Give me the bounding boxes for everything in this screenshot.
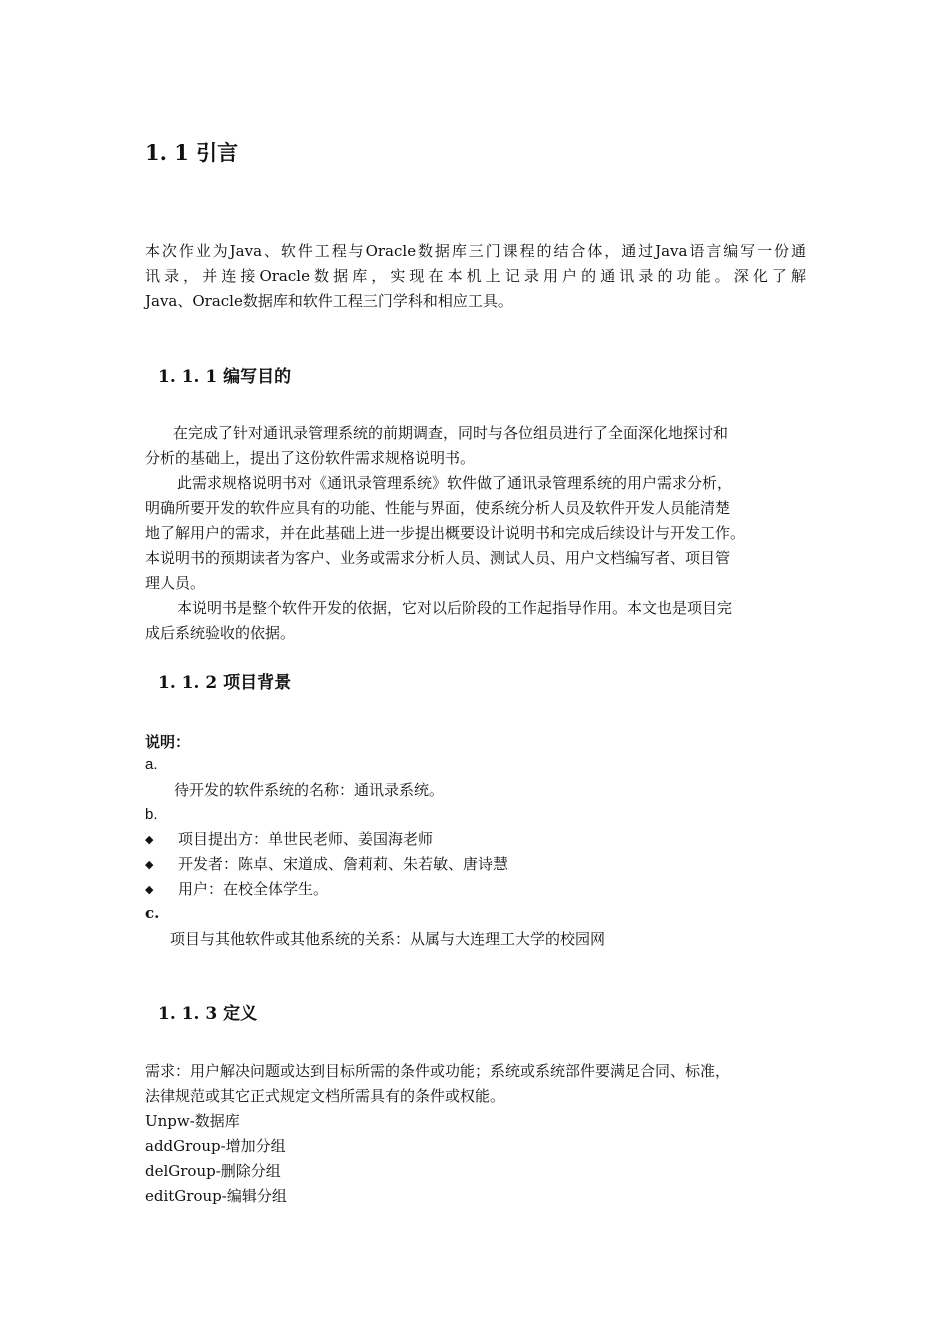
bullet-item-3: 用户：在校全体学生。	[178, 880, 329, 898]
purpose-line-8: 本说明书是整个软件开发的依据，它对以后阶段的工作起指导作用。本文也是项目完	[177, 599, 733, 617]
item-a-marker: a.	[145, 756, 158, 773]
definition-line-3: Unpw-数据库	[145, 1112, 240, 1130]
item-c-marker: c.	[145, 904, 160, 922]
definition-line-1: 需求：用户解决问题或达到目标所需的条件或功能；系统或系统部件要满足合同、标准，	[145, 1062, 731, 1080]
purpose-line-9: 成后系统验收的依据。	[145, 624, 296, 642]
bullet-item-2: 开发者：陈卓、宋道成、詹莉莉、朱若敏、唐诗慧	[178, 855, 509, 873]
definition-line-6: editGroup-编辑分组	[145, 1187, 287, 1205]
purpose-line-2: 分析的基础上，提出了这份软件需求规格说明书。	[145, 449, 476, 467]
purpose-line-5: 地了解用户的需求，并在此基础上进一步提出概要设计说明书和完成后续设计与开发工作。	[145, 524, 746, 542]
bullet-item-1: 项目提出方：单世民老师、姜国海老师	[178, 830, 434, 848]
item-b-marker: b.	[145, 806, 158, 823]
item-a-text: 待开发的软件系统的名称：通讯录系统。	[174, 781, 445, 799]
heading-intro: 1. 1 引言	[145, 140, 239, 165]
bullet-diamond-icon: ◆	[145, 858, 154, 871]
note-label: 说明：	[145, 733, 191, 751]
heading-definitions: 1. 1. 3 定义	[158, 1004, 258, 1024]
intro-line-3: Java、Oracle数据库和软件工程三门学科和相应工具。	[145, 292, 513, 310]
definition-line-5: delGroup-删除分组	[145, 1162, 281, 1180]
purpose-line-3: 此需求规格说明书对《通讯录管理系统》软件做了通讯录管理系统的用户需求分析，	[177, 474, 733, 492]
bullet-diamond-icon: ◆	[145, 833, 154, 846]
definition-line-4: addGroup-增加分组	[145, 1137, 286, 1155]
purpose-line-1: 在完成了针对通讯录管理系统的前期调查，同时与各位组员进行了全面深化地探讨和	[173, 424, 729, 442]
heading-purpose: 1. 1. 1 编写目的	[158, 367, 292, 387]
heading-background: 1. 1. 2 项目背景	[158, 673, 292, 693]
item-c-text: 项目与其他软件或其他系统的关系：从属与大连理工大学的校园网	[170, 930, 606, 948]
definition-line-2: 法律规范或其它正式规定文档所需具有的条件或权能。	[145, 1087, 506, 1105]
intro-line-1: 本次作业为Java、软件工程与Oracle数据库三门课程的结合体，通过Java语言编写一份通	[145, 242, 806, 260]
intro-paragraph	[145, 239, 806, 314]
definitions-paragraph	[145, 1059, 806, 1209]
purpose-line-6: 本说明书的预期读者为客户、业务或需求分析人员、测试人员、用户文档编写者、项目管	[145, 549, 731, 567]
purpose-line-4: 明确所要开发的软件应具有的功能、性能与界面，使系统分析人员及软件开发人员能清楚	[145, 499, 731, 517]
purpose-paragraph	[145, 421, 806, 646]
intro-line-2: 讯录，并连接Oracle数据库，实现在本机上记录用户的通讯录的功能。深化了解	[145, 267, 806, 285]
bullet-diamond-icon: ◆	[145, 883, 154, 896]
purpose-line-7: 理人员。	[145, 574, 206, 592]
